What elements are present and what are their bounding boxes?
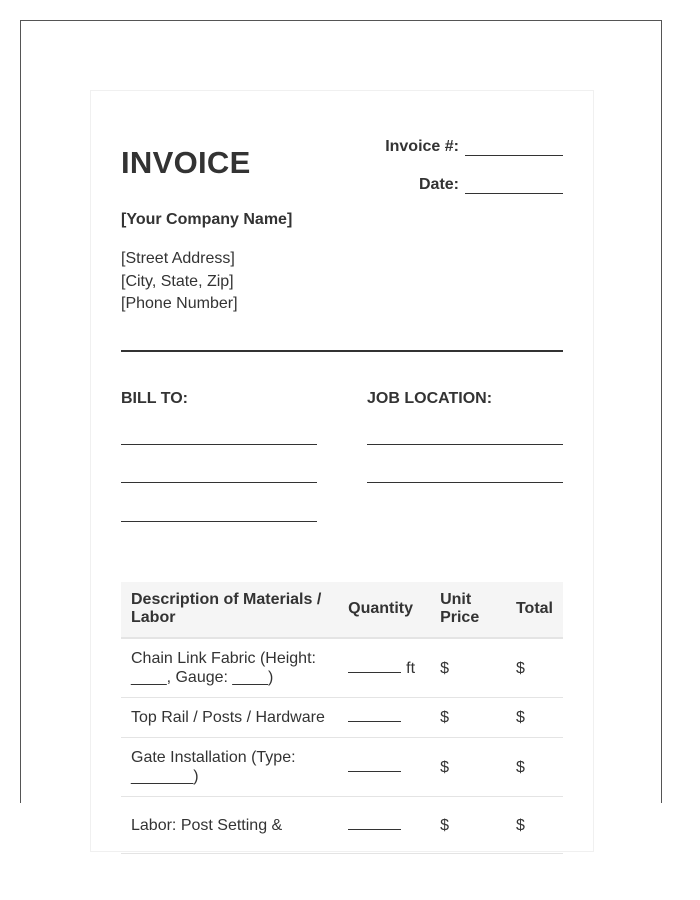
row-description: Gate Installation (Type: _______) — [121, 738, 338, 797]
invoice-number-field[interactable] — [465, 141, 563, 156]
table-row — [121, 638, 563, 698]
row-description: Top Rail / Posts / Hardware — [121, 698, 338, 738]
bill-to-label: BILL TO: — [121, 390, 188, 407]
line-items-table — [121, 582, 563, 854]
company-address — [121, 248, 238, 316]
bill-to-line-2[interactable] — [121, 482, 317, 483]
quantity-blank[interactable] — [348, 759, 401, 772]
row-total[interactable]: $ — [506, 797, 563, 854]
company-name: [Your Company Name] — [121, 211, 293, 228]
date-row — [419, 176, 563, 194]
table-row — [121, 797, 563, 854]
invoice-number-label: Invoice #: — [385, 138, 459, 155]
invoice-sheet — [90, 90, 594, 852]
header-divider — [121, 350, 563, 352]
header-quantity: Quantity — [338, 582, 430, 638]
date-label: Date: — [418, 176, 459, 193]
job-location-line-2[interactable] — [367, 482, 563, 483]
date-field[interactable] — [465, 179, 563, 194]
table-header-row — [121, 582, 563, 638]
row-quantity[interactable] — [338, 797, 430, 854]
row-quantity[interactable] — [338, 698, 430, 738]
header-total: Total — [506, 582, 563, 638]
job-location-label: JOB LOCATION: — [367, 390, 493, 407]
street-address: [Street Address] — [121, 250, 235, 267]
row-unit-price[interactable]: $ — [430, 698, 506, 738]
page-frame — [20, 20, 662, 834]
bill-to-line-3[interactable] — [121, 521, 317, 522]
quantity-unit: ft — [406, 659, 416, 677]
quantity-blank[interactable] — [348, 709, 401, 722]
table-row — [121, 738, 563, 797]
quantity-blank[interactable] — [348, 817, 401, 830]
table-row — [121, 698, 563, 738]
job-location-line-1[interactable] — [367, 444, 563, 445]
row-unit-price[interactable]: $ — [430, 638, 506, 698]
row-total[interactable]: $ — [506, 638, 563, 698]
row-unit-price[interactable]: $ — [430, 797, 506, 854]
header-description: Description of Materials / Labor — [121, 582, 338, 638]
header-unit-price: Unit Price — [430, 582, 506, 638]
phone-number: [Phone Number] — [121, 295, 238, 312]
row-total[interactable]: $ — [506, 698, 563, 738]
bill-to-line-1[interactable] — [121, 444, 317, 445]
invoice-title: INVOICE — [121, 145, 251, 180]
city-state-zip: [City, State, Zip] — [121, 272, 234, 290]
invoice-number-row — [385, 138, 563, 156]
quantity-blank[interactable] — [348, 660, 401, 673]
row-quantity[interactable] — [338, 638, 430, 698]
row-description: Labor: Post Setting & — [121, 797, 338, 854]
row-quantity[interactable] — [338, 738, 430, 797]
row-total[interactable]: $ — [506, 738, 563, 797]
row-unit-price[interactable]: $ — [430, 738, 506, 797]
row-description: Chain Link Fabric (Height: ____, Gauge: ____) — [121, 638, 338, 698]
